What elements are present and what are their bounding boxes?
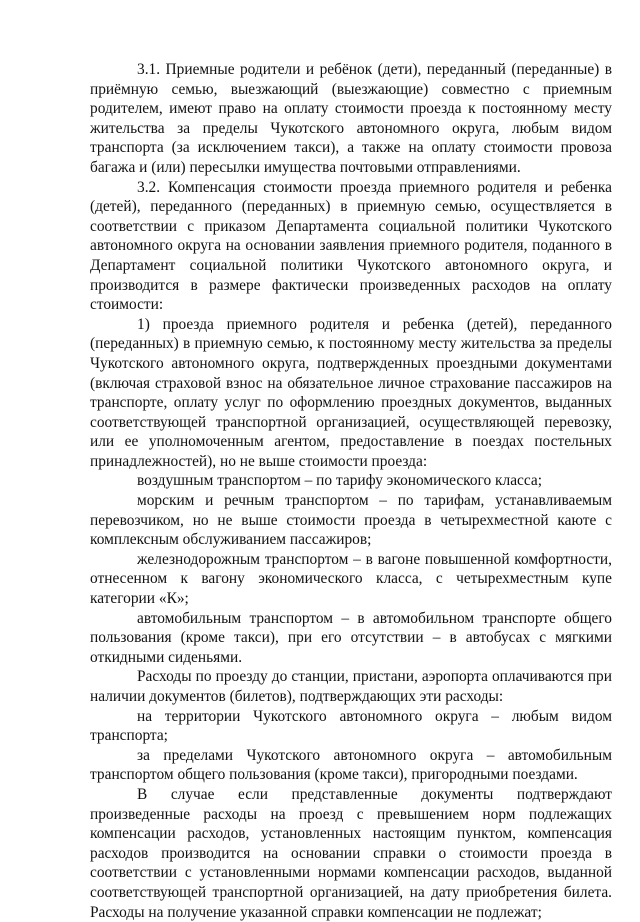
paragraph-3-1: 3.1. Приемные родители и ребёнок (дети), переданный (переданные) в приёмную семью, выезжающий (выезжающие) совместно с приемным родителем, имеют право на оплату стоимости проезда к постоянному месту жительства за пределы Чукотского автономного округа, любым видом транспорта (за исключением такси), а также на оплату стоимости провоза багажа и (или) пересылки имущества почтовыми отправлениями. [90, 61, 612, 176]
paragraph-excess-norms: В случае если представленные документы подтверждают произведенные расходы на проезд с превышением норм подлежащих компенсации расходов, установленных настоящим пунктом, компенсация расходов производится на основании справки о стоимости проезда в соответствии с установленными нормами компенсации расходов, выданной соответствующей транспортной организацией, на дату приобретения билета. Расходы на получение указанной справки компенсации не подлежат; [90, 785, 612, 921]
paragraph-air-transport: воздушным транспортом – по тарифу экономического класса; [137, 472, 542, 490]
paragraph-station-expenses: Расходы по проезду до станции, пристани, аэропорта оплачиваются при наличии документов (билетов), подтверждающих эти расходы: [90, 668, 612, 705]
paragraph-item-1: 1) проезда приемного родителя и ребенка (детей), переданного (переданных) в приемную семью, к постоянному месту жительства за пределы Чукотского автономного округа, подтвержденных проездными документами (включая страховой взнос на обязательное личное страхование пассажиров на транспорте, оплату услуг по оформлению проездных документов, выданных соответствующей транспортной организацией, осуществляющей перевозку, или ее уполномоченным агентом, предоставление в поездах постельных принадлежностей), но не выше стоимости проезда: [90, 315, 612, 470]
paragraph-railway-transport: железнодорожным транспортом – в вагоне повышенной комфортности, отнесенном к вагону экономического класса, с четырехместным купе категории «К»; [90, 550, 612, 608]
paragraph-within-okrug: на территории Чукотского автономного округа – любым видом транспорта; [90, 707, 612, 745]
paragraph-3-2: 3.2. Компенсация стоимости проезда приемного родителя и ребенка (детей), переданного (переданных) в приемную семью, осуществляется в соответствии с приказом Департамента социальной политики Чукотского автономного округа на основании заявления приемного родителя, поданного в Департамент социальной политики Чукотского автономного округа, и производится в размере фактически произведенных расходов на оплату стоимости: [90, 178, 612, 314]
paragraph-outside-okrug: за пределами Чукотского автономного округа – автомобильным транспортом общего пользования (кроме такси), пригородными поездами. [90, 746, 612, 784]
paragraph-sea-river-transport: морским и речным транспортом – по тарифам, устанавливаемым перевозчиком, но не выше стоимости проезда в четырехместной каюте с комплексным обслуживанием пассажиров; [90, 492, 612, 549]
paragraph-road-transport: автомобильным транспортом – в автомобильном транспорте общего пользования (кроме такси), при его отсутствии – в автобусах с мягкими откидными сиденьями. [90, 609, 612, 666]
